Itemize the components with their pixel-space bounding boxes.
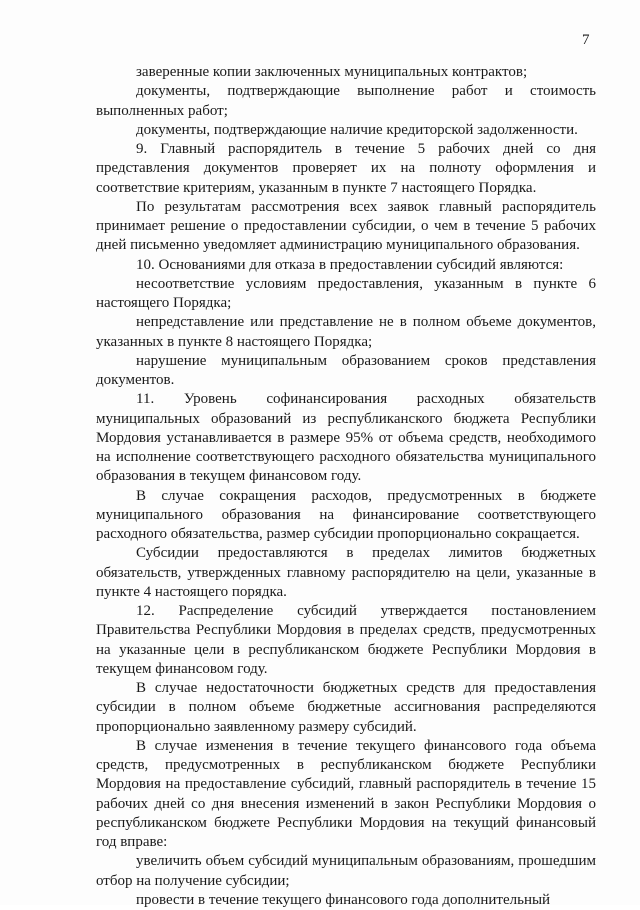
paragraph: документы, подтверждающие выполнение работ и стоимость выполненных работ; — [96, 83, 596, 119]
paragraph: Субсидии предоставляются в пределах лимитов бюджетных обязательств, утвержденных главному распорядителю на цели, указанные в пункте 4 настоящего порядка. — [96, 545, 596, 600]
paragraph: В случае изменения в течение текущего финансового года объема средств, предусмотренных в республиканском бюджете Республики Мордовия на предоставление субсидий, главный распорядитель в течение 15 рабочих дней со дня внесения изменений в закон Республики Мордовия о республиканском бюджете Республики Мордовия на текущий финансовый год вправе: — [96, 737, 596, 850]
document-body — [96, 63, 596, 910]
paragraph: нарушение муниципальным образованием сроков представления документов. — [96, 352, 596, 388]
paragraph: непредставление или представление не в полном объеме документов, указанных в пункте 8 настоящего Порядка; — [96, 314, 596, 350]
paragraph: заверенные копии заключенных муниципальных контрактов; — [136, 64, 528, 80]
paragraph: В случае недостаточности бюджетных средств для предоставления субсидии в полном объеме бюджетные ассигнования распределяются пропорционально заявленному размеру субсидий. — [96, 680, 596, 735]
paragraph: В случае сокращения расходов, предусмотренных в бюджете муниципального образования на финансирование соответствующего расходного обязательства, размер субсидии пропорционально сокращается. — [96, 487, 596, 542]
paragraph: 9. Главный распорядитель в течение 5 рабочих дней со дня представления документов проверяет их на полноту оформления и соответствие критериям, указанным в пункте 7 настоящего Порядка. — [96, 141, 596, 196]
paragraph: увеличить объем субсидий муниципальным образованиям, прошедшим отбор на получение субсидии; — [96, 853, 596, 889]
paragraph: провести в течение текущего финансового года дополнительный — [136, 891, 551, 908]
paragraph: 11. Уровень софинансирования расходных обязательств муниципальных образований из республиканского бюджета Республики Мордовия устанавливается в размере 95% от объема средств, необходимого на исполнение соответствующего расходного обязательства муниципального образования в текущем финансовом году. — [96, 391, 596, 485]
paragraph: По результатам рассмотрения всех заявок главный распорядитель принимает решение о предоставлении субсидии, о чем в течение 5 рабочих дней письменно уведомляет администрацию муниципального образования. — [96, 198, 596, 254]
paragraph: документы, подтверждающие наличие кредиторской задолженности. — [136, 121, 578, 138]
page-number: 7 — [582, 32, 590, 48]
paragraph: несоответствие условиям предоставления, указанным в пункте 6 настоящего Порядка; — [96, 275, 596, 311]
paragraph: 10. Основаниями для отказа в предоставлении субсидий являются: — [136, 256, 564, 273]
paragraph: 12. Распределение субсидий утверждается постановлением Правительства Республики Мордовия в пределах средств, предусмотренных на указанные цели в республиканском бюджете Республики Мордовия в текущем финансовом году. — [96, 603, 596, 677]
